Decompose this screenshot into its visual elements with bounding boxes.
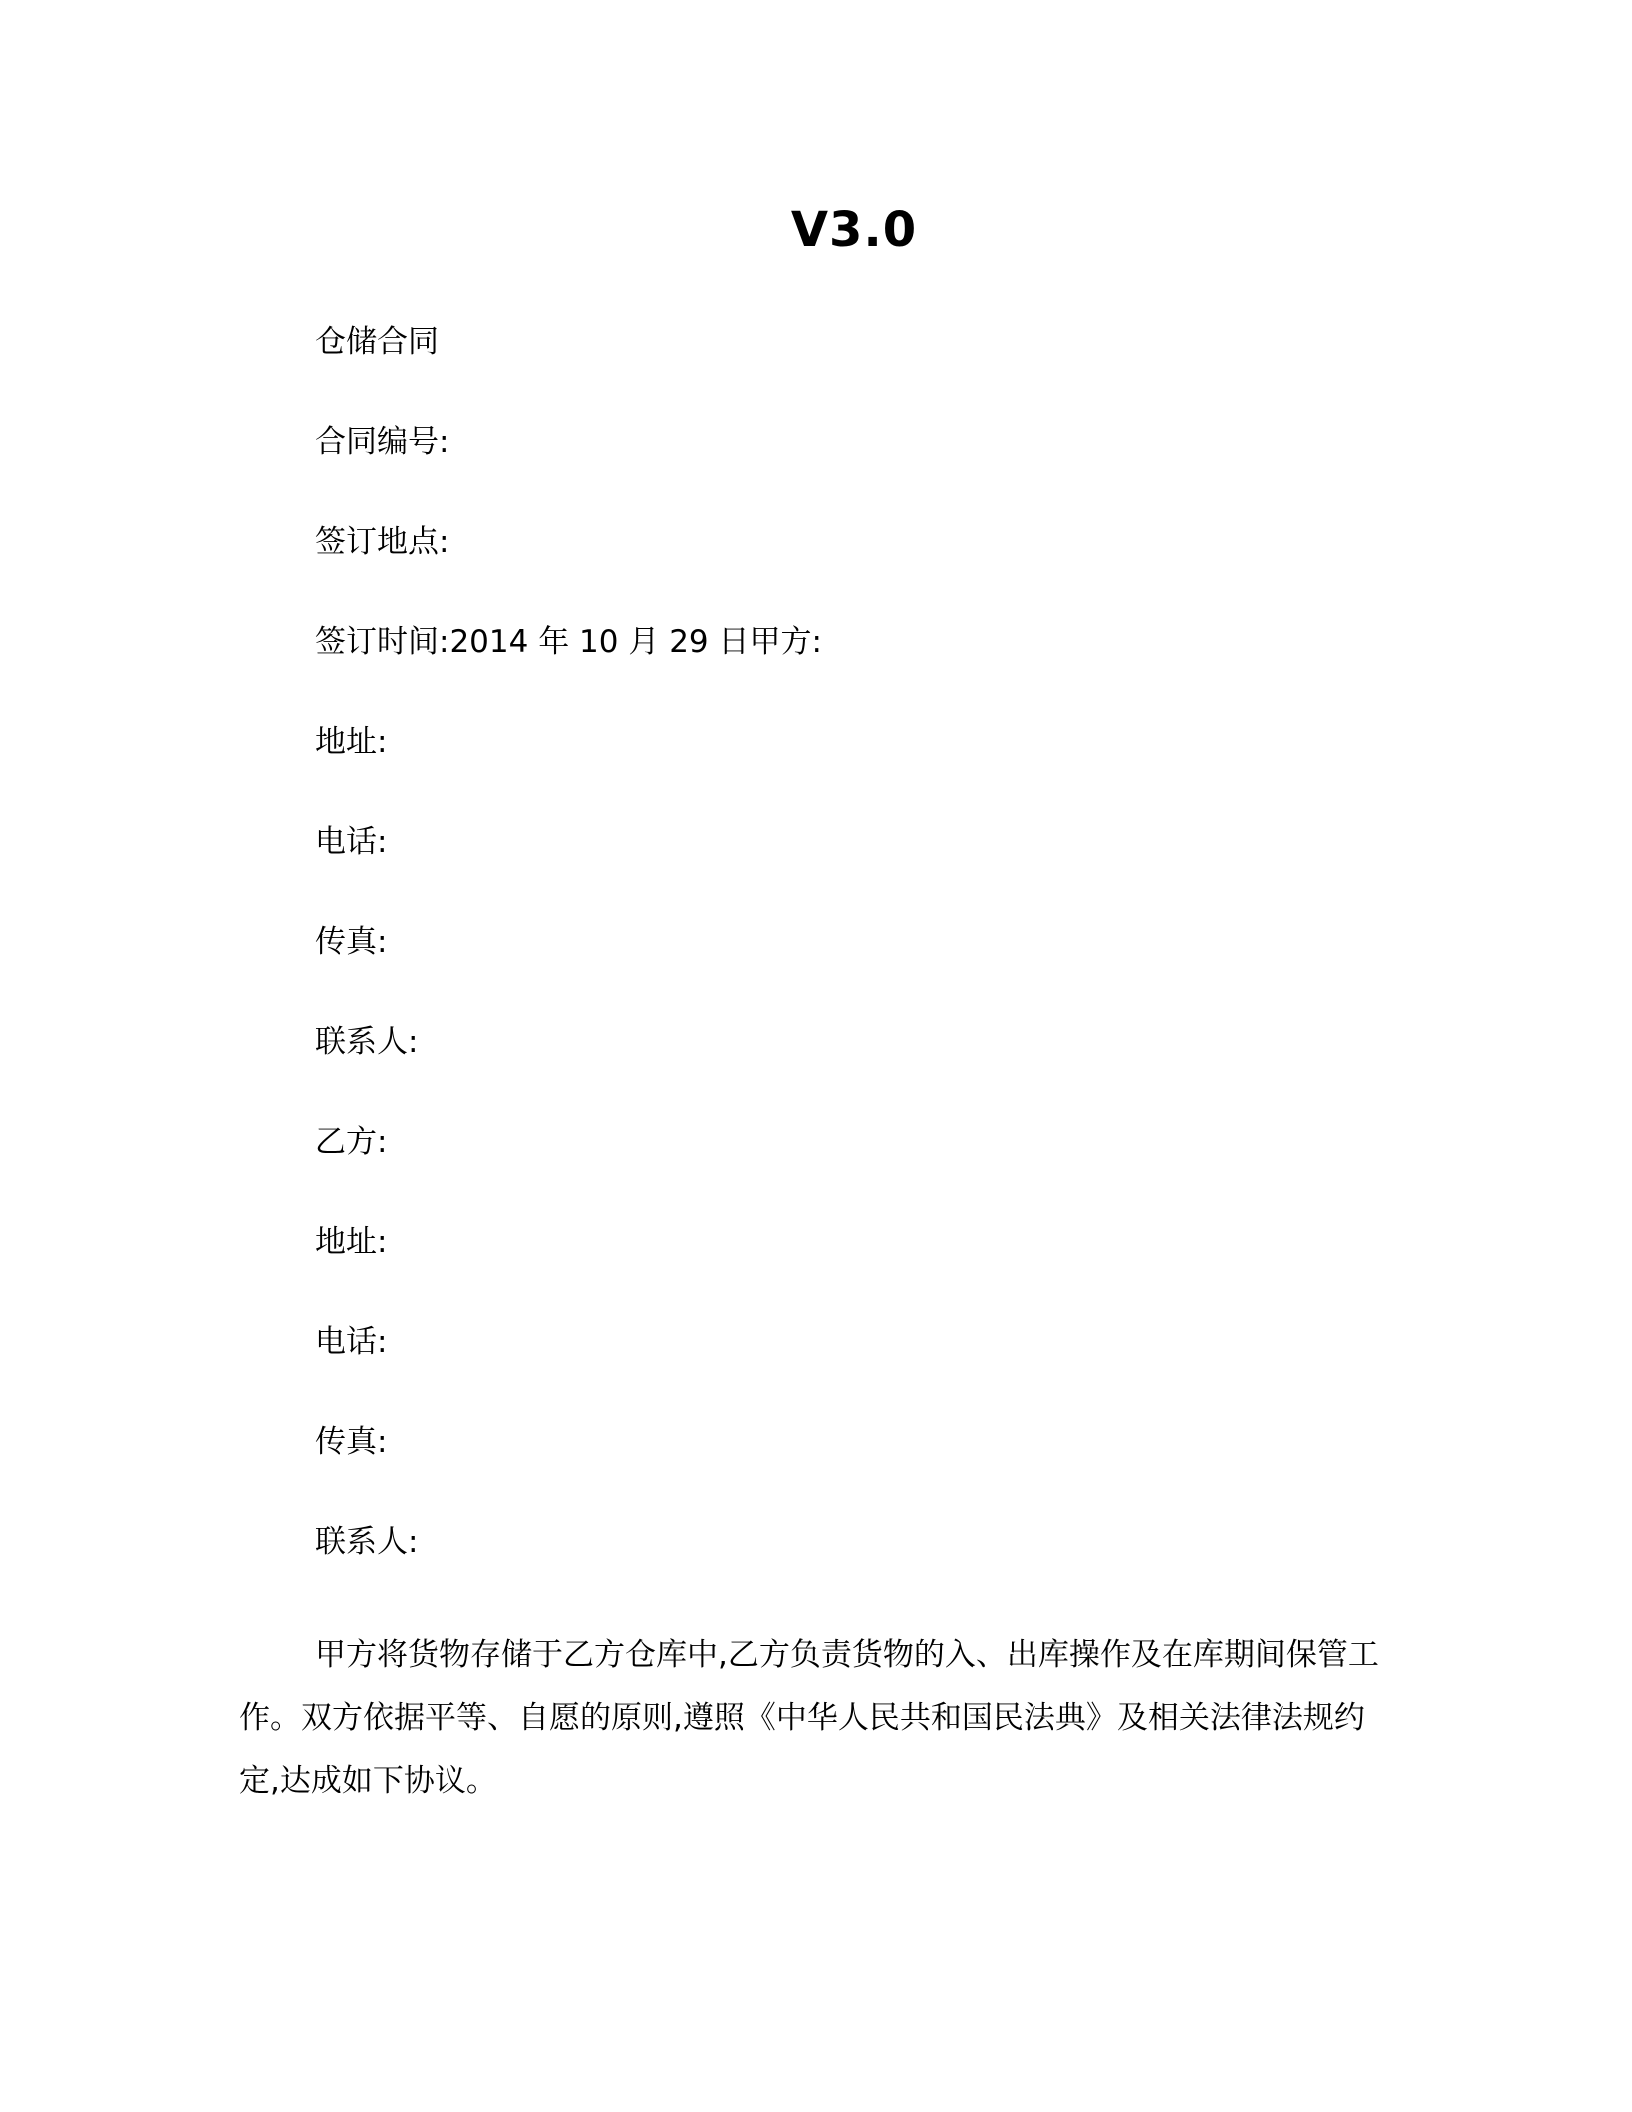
contract-heading: 仓储合同 — [315, 324, 439, 360]
contract-number-field: 合同编号: — [315, 424, 450, 460]
party-a-contact-field: 联系人: — [315, 1024, 419, 1060]
party-a-phone-field: 电话: — [315, 824, 388, 860]
party-a-fax-field: 传真: — [315, 924, 388, 960]
party-b-address-field: 地址: — [315, 1224, 388, 1260]
party-b-field: 乙方: — [315, 1124, 388, 1160]
party-b-phone-field: 电话: — [315, 1324, 388, 1360]
document-title: V3.0 — [790, 202, 918, 258]
party-a-address-field: 地址: — [315, 724, 388, 760]
signing-date-party-a-field: 签订时间:2014 年 10 月 29 日甲方: — [315, 624, 822, 660]
party-b-contact-field: 联系人: — [315, 1524, 419, 1560]
intro-paragraph: 甲方将货物存储于乙方仓库中,乙方负责货物的入、出库操作及在库期间保管工作。双方依据平等、自愿的原则,遵照《中华人民共和国民法典》及相关法律法规约定,达成如下协议。 — [239, 1637, 1379, 1799]
party-b-fax-field: 传真: — [315, 1424, 388, 1460]
signing-place-field: 签订地点: — [315, 524, 450, 560]
